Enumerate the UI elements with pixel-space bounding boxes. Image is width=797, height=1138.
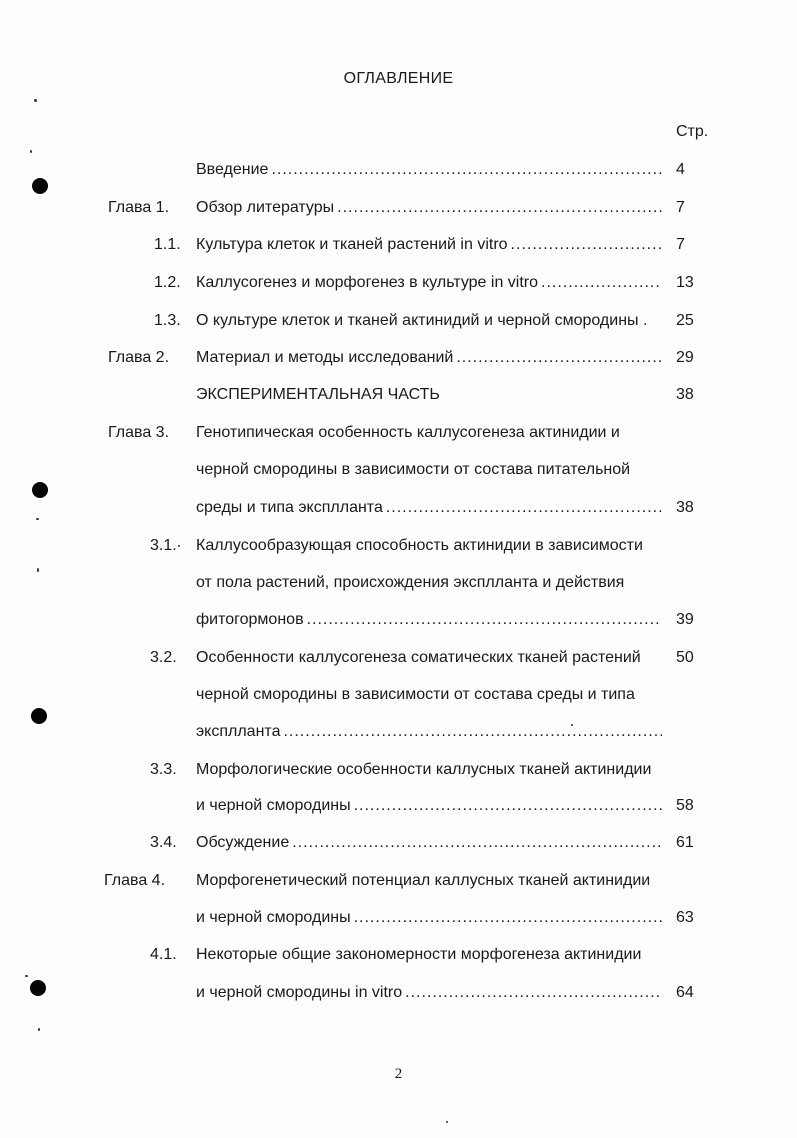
toc-entry-label: Глава 4. bbox=[104, 872, 166, 889]
toc-entry-label: 4.1. bbox=[150, 946, 177, 963]
toc-entry-page: 7 bbox=[676, 236, 685, 253]
toc-entry-text: черной смородины в зависимости от состава среды и типа bbox=[196, 686, 635, 703]
scan-speck bbox=[30, 150, 32, 153]
toc-entry-label: 1.3. bbox=[154, 312, 181, 329]
scan-speck bbox=[178, 545, 180, 547]
page-column-header: Стр. bbox=[676, 123, 709, 140]
toc-entry-text: Обзор литературы ..... bbox=[196, 197, 662, 219]
toc-entry-page: 25 bbox=[676, 312, 694, 329]
toc-entry-page: 4 bbox=[676, 161, 685, 178]
scan-speck bbox=[25, 975, 28, 977]
toc-entry-page: 61 bbox=[676, 834, 694, 851]
toc-entry-text: О культуре клеток и тканей актинидий и черной смородины . bbox=[196, 312, 648, 329]
toc-entry-text: Морфологические особенности каллусных тканей актинидии bbox=[196, 761, 652, 778]
toc-entry-page: 38 bbox=[676, 386, 694, 403]
toc-entry-text: Введение ..... bbox=[196, 159, 662, 181]
toc-entry-label: Глава 2. bbox=[108, 349, 170, 366]
toc-entry-page: 64 bbox=[676, 984, 694, 1001]
toc-entry-text: и черной смородины in vitro ..... bbox=[196, 982, 662, 1004]
toc-entry-label: Глава 3. bbox=[108, 424, 170, 441]
toc-entry-page: 39 bbox=[676, 611, 694, 628]
toc-entry-text: Некоторые общие закономерности морфогенеза актинидии bbox=[196, 946, 642, 963]
toc-entry-text: Материал и методы исследований ..... bbox=[196, 347, 662, 369]
toc-entry-text: Особенности каллусогенеза соматических тканей растений bbox=[196, 649, 641, 666]
toc-entry-page: 29 bbox=[676, 349, 694, 366]
punch-hole bbox=[32, 482, 48, 498]
toc-entry-page: 58 bbox=[676, 797, 694, 814]
toc-entry-text: Культура клеток и тканей растений in vitro ..... bbox=[196, 234, 662, 256]
toc-entry-text: Каллусообразующая способность актинидии в зависимости bbox=[196, 537, 643, 554]
scan-speck bbox=[37, 568, 39, 572]
toc-entry-page: 13 bbox=[676, 274, 694, 291]
toc-entry-text: фитогормонов ..... bbox=[196, 609, 662, 631]
toc-entry-text: эксплланта ..... bbox=[196, 721, 662, 743]
punch-hole bbox=[30, 980, 46, 996]
toc-entry-text: среды и типа эксплланта ..... bbox=[196, 497, 662, 519]
toc-entry-text: Обсуждение ..... bbox=[196, 832, 662, 854]
toc-entry-label: 3.2. bbox=[150, 649, 177, 666]
scan-speck bbox=[446, 1121, 448, 1123]
toc-entry-text: черной смородины в зависимости от состава питательной bbox=[196, 461, 631, 478]
toc-entry-text: и черной смородины ..... bbox=[196, 795, 662, 817]
punch-hole bbox=[32, 178, 48, 194]
toc-entry-label: Глава 1. bbox=[108, 199, 170, 216]
toc-entry-text: Генотипическая особенность каллусогенеза актинидии и bbox=[196, 424, 620, 441]
toc-entry-text: и черной смородины ..... bbox=[196, 907, 662, 929]
toc-entry-label: 3.4. bbox=[150, 834, 177, 851]
punch-hole bbox=[31, 708, 47, 724]
section-heading: ЭКСПЕРИМЕНТАЛЬНАЯ ЧАСТЬ bbox=[196, 386, 440, 403]
scan-speck bbox=[36, 518, 39, 520]
toc-entry-page: 7 bbox=[676, 199, 685, 216]
scan-speck bbox=[571, 724, 573, 726]
toc-entry-text: от пола растений, происхождения эксплланта и действия bbox=[196, 574, 625, 591]
toc-entry-label: 1.2. bbox=[154, 274, 181, 291]
toc-entry-label: 3.1. bbox=[150, 537, 177, 554]
toc-entry-text: Каллусогенез и морфогенез в культуре in vitro ..... bbox=[196, 272, 662, 294]
toc-entry-page: 38 bbox=[676, 499, 694, 516]
toc-entry-text: Морфогенетический потенциал каллусных тканей актинидии bbox=[196, 872, 651, 889]
scan-speck bbox=[34, 99, 37, 102]
toc-entry-label: 1.1. bbox=[154, 236, 181, 253]
toc-entry-label: 3.3. bbox=[150, 761, 177, 778]
page-number: 2 bbox=[394, 1066, 403, 1082]
toc-entry-page: 50 bbox=[676, 649, 694, 666]
scan-speck bbox=[38, 1028, 40, 1031]
toc-entry-page: 63 bbox=[676, 909, 694, 926]
page-title: ОГЛАВЛЕНИЕ bbox=[343, 70, 454, 87]
